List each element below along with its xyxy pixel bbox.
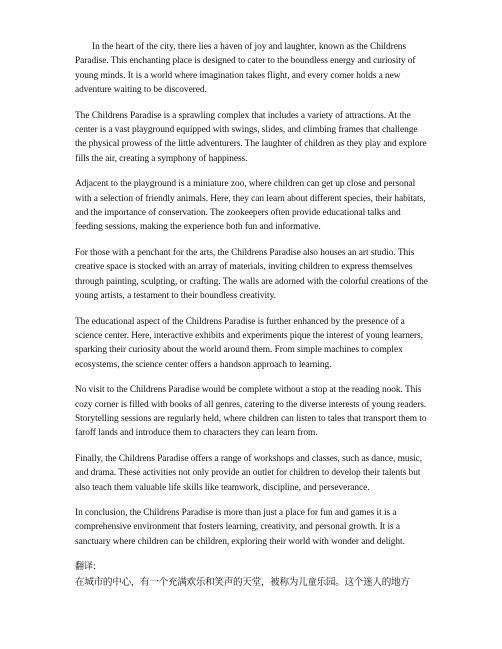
paragraph-workshops: Finally, the Childrens Paradise offers a range of workshops and classes, such as dance, music, and drama. These activities not only provide an outlet for children to develop their talents but also teach them valuable life skills like teamwork, discipline, and perseverance. <box>75 453 423 493</box>
translation-line: 在城市的中心，有一个充满欢乐和笑声的天堂，被称为儿童乐园。这个迷人的地方 <box>75 577 410 589</box>
paragraph-reading-nook: No visit to the Childrens Paradise would be complete without a stop at the reading nook. This cozy corner is filled with books of all genres, catering to the diverse interests of young readers. Storytelling sessions are regularly held, where children can listen to tales that transport them to faroff lands and introduce them to characters they can learn from. <box>75 385 427 439</box>
document-page <box>75 40 430 591</box>
paragraph-art-studio: For those with a penchant for the arts, the Childrens Paradise also houses an art studio. This creative space is stocked with an array of materials, inviting children to express themselves through painting, sculpting, or crafting. The walls are adorned with the colorful creations of the young artists, a testament to their boundless creativity. <box>75 247 428 302</box>
paragraph-playground: The Childrens Paradise is a sprawling complex that includes a variety of attractions. At the center is a vast playground equipped with swings, slides, and climbing frames that challenge the physical prowess of the little adventurers. The laughter of children as they play and explore fills the air, creating a symphony of happiness. <box>75 110 427 164</box>
paragraph-conclusion: In conclusion, the Childrens Paradise is more than just a place for fun and games it is a comprehensive environment that fosters learning, creativity, and personal growth. It is a sanctuary where children can be children, exploring their world with wonder and delight. <box>75 507 405 547</box>
paragraph-zoo: Adjacent to the playground is a miniature zoo, where children can get up close and personal with a selection of friendly animals. Here, they can learn about different species, their habitats, and the importance of conservation. The zookeepers often provide educational talks and feeding sessions, making the experience both fun and informative. <box>75 179 426 233</box>
paragraph-science-center: The educational aspect of the Childrens Paradise is further enhanced by the presence of a science center. Here, interactive exhibits and experiments pique the interest of young learners, sparking their curiosity about the world around them. From simple machines to complex ecosystems, the science center offers a handson approach to learning. <box>75 316 423 370</box>
paragraph-intro: In the heart of the city, there lies a haven of joy and laughter, known as the Childrens Paradise. This enchanting place is designed to cater to the boundless energy and curiosity of young minds. It is a world where imagination takes flight, and every corner holds a new adventure waiting to be discovered. <box>75 42 416 96</box>
translation-label: 翻译: <box>75 562 97 573</box>
